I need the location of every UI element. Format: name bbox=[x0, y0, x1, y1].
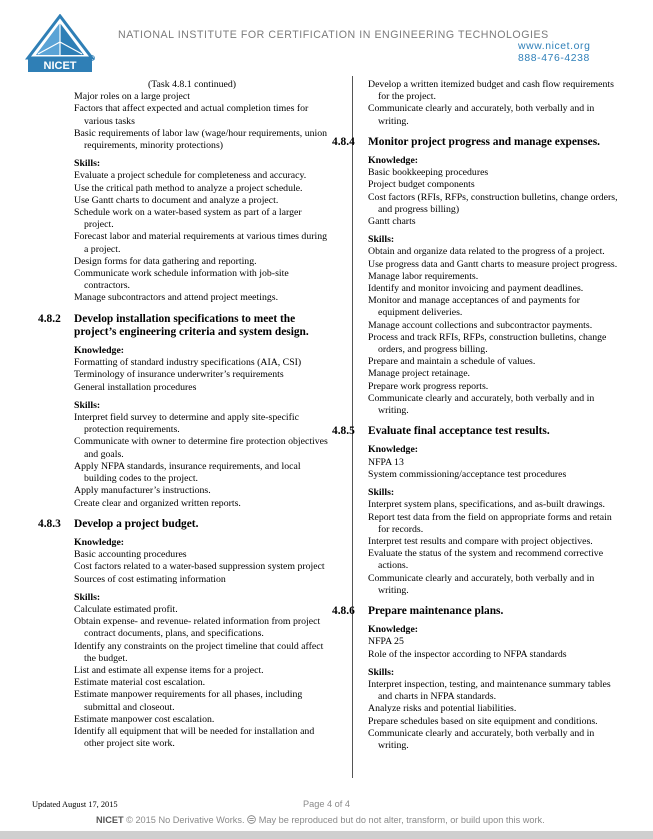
list-item: Sources of cost estimating information bbox=[74, 573, 226, 585]
continued-label: (Task 4.8.1 continued) bbox=[148, 79, 237, 90]
task-4-8-6-heading bbox=[332, 605, 622, 618]
list-item: Evaluate a project schedule for completeness and accuracy. bbox=[74, 170, 307, 182]
list-item: Project budget components bbox=[368, 179, 475, 191]
list-item: Interpret system plans, specifications, and as-built drawings. bbox=[368, 499, 605, 511]
task-title: Prepare maintenance plans. bbox=[368, 604, 504, 617]
page-shadow bbox=[0, 831, 653, 839]
copyright-notice bbox=[96, 815, 545, 825]
list-item: Terminology of insurance underwriter’s requirements bbox=[74, 369, 284, 381]
skills-heading: Skills: bbox=[74, 591, 101, 603]
list-item: Interpret test results and compare with project objectives. bbox=[368, 535, 593, 547]
list-item: Apply NFPA standards, insurance requirements, and local building codes to the project. bbox=[74, 460, 301, 485]
list-item: Manage labor requirements. bbox=[368, 270, 479, 282]
list-item: Communicate clearly and accurately, both verbally and in writing. bbox=[368, 392, 595, 417]
skills-heading: Skills: bbox=[368, 234, 395, 246]
skills-heading: Skills: bbox=[74, 399, 101, 411]
phone-number: 888-476-4238 bbox=[518, 53, 590, 64]
list-item: Design forms for data gathering and reporting. bbox=[74, 255, 257, 267]
knowledge-heading: Knowledge: bbox=[74, 345, 125, 357]
nicet-logo bbox=[24, 14, 96, 74]
list-item: Process and track RFIs, RFPs, construction bulletins, change orders, and progress billing. bbox=[368, 331, 607, 356]
license-notice: May be reproduced but do not alter, transform, or build upon this work. bbox=[258, 815, 545, 825]
task-number: 4.8.4 bbox=[332, 135, 355, 148]
list-item: General installation procedures bbox=[74, 381, 197, 393]
copyright-brand: NICET bbox=[96, 815, 124, 825]
page-number: Page 4 of 4 bbox=[303, 799, 350, 809]
list-item: Estimate manpower requirements for all phases, including submittal and closeout. bbox=[74, 689, 303, 713]
list-item: Identify all equipment that will be needed for installation and other project site work. bbox=[74, 725, 315, 750]
updated-date: Updated August 17, 2015 bbox=[32, 800, 118, 809]
list-item: Use Gantt charts to document and analyze a project. bbox=[74, 194, 279, 206]
list-item: Schedule work on a water-based system as part of a larger project. bbox=[74, 207, 302, 231]
list-item: Communicate clearly and accurately, both verbally and in writing. bbox=[368, 727, 595, 751]
knowledge-heading: Knowledge: bbox=[368, 444, 419, 456]
task-4-8-2-heading bbox=[38, 313, 328, 339]
list-item: Interpret field survey to determine and apply site-specific protection requirements. bbox=[74, 412, 299, 436]
list-item: Analyze risks and potential liabilities. bbox=[368, 703, 517, 715]
task-title: Monitor project progress and manage expenses. bbox=[368, 135, 601, 148]
list-item: Evaluate the status of the system and recommend corrective actions. bbox=[368, 548, 604, 572]
list-item: Major roles on a large project bbox=[74, 91, 190, 103]
knowledge-heading: Knowledge: bbox=[368, 155, 419, 167]
list-item: Identify any constraints on the project timeline that could affect the budget. bbox=[74, 640, 324, 664]
list-item: Estimate manpower cost escalation. bbox=[74, 713, 215, 725]
list-item: Forecast labor and material requirements at various times during a project. bbox=[74, 231, 328, 255]
list-item: Report test data from the field on appropriate forms and retain for records. bbox=[368, 511, 612, 535]
skills-heading: Skills: bbox=[368, 666, 395, 678]
task-4-8-3-heading bbox=[38, 518, 328, 531]
list-item: Prepare work progress reports. bbox=[368, 380, 489, 392]
knowledge-heading: Knowledge: bbox=[74, 536, 125, 548]
right-column bbox=[332, 79, 622, 752]
task-title: Evaluate final acceptance test results. bbox=[368, 425, 550, 438]
list-item: Manage account collections and subcontractor payments. bbox=[368, 319, 593, 331]
list-item: Communicate clearly and accurately, both verbally and in writing. bbox=[368, 572, 595, 596]
list-item: Obtain and organize data related to the progress of a project. bbox=[368, 246, 605, 258]
left-column bbox=[38, 79, 328, 750]
list-item: Gantt charts bbox=[368, 216, 416, 228]
list-item: Manage subcontractors and attend project meetings. bbox=[74, 292, 279, 304]
list-item: NFPA 25 bbox=[368, 636, 404, 648]
organization-name: NATIONAL INSTITUTE FOR CERTIFICATION IN ENGINEERING TECHNOLOGIES bbox=[118, 29, 549, 41]
list-item: Create clear and organized written reports. bbox=[74, 497, 241, 509]
task-number: 4.8.3 bbox=[38, 517, 61, 530]
list-item: Basic accounting procedures bbox=[74, 549, 187, 561]
task-number: 4.8.2 bbox=[38, 312, 61, 325]
skills-heading: Skills: bbox=[74, 158, 101, 170]
list-item: Obtain expense- and revenue- related information from project contract documents, plans, and specifications. bbox=[74, 616, 321, 640]
list-item: List and estimate all expense items for a project. bbox=[74, 664, 264, 676]
list-item: Basic requirements of labor law (wage/hour requirements, union requirements, minority protections) bbox=[74, 127, 328, 152]
list-item: Basic bookkeeping procedures bbox=[368, 167, 489, 179]
list-item: Calculate estimated profit. bbox=[74, 603, 178, 615]
list-item: Prepare schedules based on site equipment and conditions. bbox=[368, 715, 598, 727]
list-item: Factors that affect expected and actual completion times for various tasks bbox=[74, 103, 309, 127]
no-derivatives-icon bbox=[247, 815, 256, 824]
task-4-8-4-heading bbox=[332, 136, 622, 149]
list-item: Prepare and maintain a schedule of values. bbox=[368, 356, 536, 368]
list-item: Cost factors (RFIs, RFPs, construction bulletins, change orders, and progress billing) bbox=[368, 191, 618, 215]
list-item: Use progress data and Gantt charts to measure project progress. bbox=[368, 258, 618, 270]
task-number: 4.8.5 bbox=[332, 425, 355, 438]
list-item: Identify and monitor invoicing and payment deadlines. bbox=[368, 283, 584, 295]
list-item: Apply manufacturer’s instructions. bbox=[74, 485, 211, 497]
skills-heading: Skills: bbox=[368, 487, 395, 499]
list-item: Monitor and manage acceptances of and payments for equipment deliveries. bbox=[368, 295, 580, 319]
task-number: 4.8.6 bbox=[332, 604, 355, 617]
list-item: Cost factors related to a water-based suppression system project bbox=[74, 561, 325, 573]
list-item: Estimate material cost escalation. bbox=[74, 677, 206, 689]
knowledge-heading: Knowledge: bbox=[368, 624, 419, 636]
list-item: Manage project retainage. bbox=[368, 368, 470, 380]
logo-wordmark: NICET bbox=[43, 60, 77, 72]
website-link[interactable]: www.nicet.org bbox=[518, 41, 591, 52]
list-item: Communicate work schedule information with job-site contractors. bbox=[74, 268, 289, 292]
list-item: Interpret inspection, testing, and maintenance summary tables and charts in NFPA standards. bbox=[368, 678, 611, 703]
list-item: Communicate with owner to determine fire protection objectives and goals. bbox=[74, 436, 328, 460]
task-title: Develop a project budget. bbox=[74, 517, 199, 530]
list-item: System commissioning/acceptance test procedures bbox=[368, 468, 567, 480]
list-item: Role of the inspector according to NFPA standards bbox=[368, 648, 567, 660]
task-title: Develop installation specifications to meet the project’s engineering criteria and system design. bbox=[74, 312, 309, 338]
list-item: Develop a written itemized budget and cash flow requirements for the project. bbox=[368, 79, 614, 103]
list-item: NFPA 13 bbox=[368, 456, 404, 468]
list-item: Use the critical path method to analyze a project schedule. bbox=[74, 182, 303, 194]
copyright-text: © 2015 No Derivative Works. bbox=[126, 815, 245, 825]
list-item: Communicate clearly and accurately, both verbally and in writing. bbox=[368, 103, 595, 127]
list-item: Formatting of standard industry specifications (AIA, CSI) bbox=[74, 357, 302, 369]
task-4-8-5-heading bbox=[332, 425, 622, 438]
